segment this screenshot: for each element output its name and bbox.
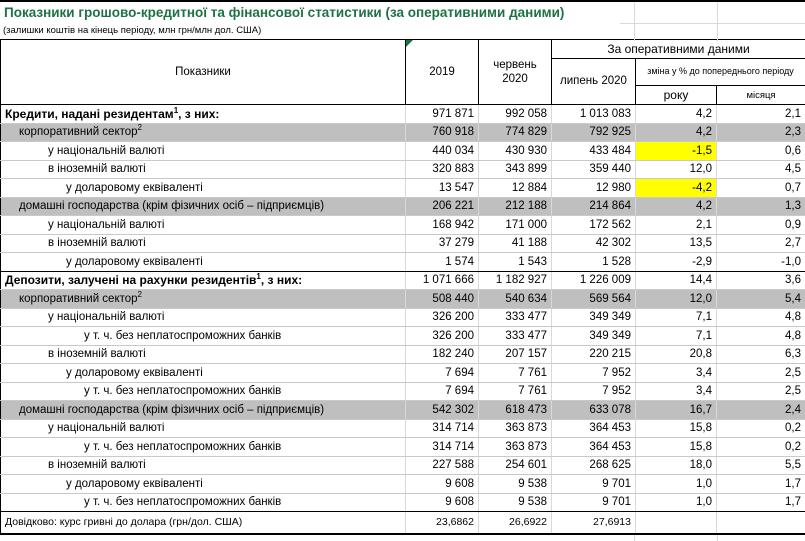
cell-july-2020[interactable]: 569 564 — [552, 290, 636, 309]
cell-june-2020[interactable]: 333 477 — [479, 327, 552, 346]
cell-2019[interactable]: 1 071 666 — [406, 271, 479, 290]
header-change-year[interactable]: року — [636, 86, 717, 105]
cell-change-month[interactable]: 2,4 — [717, 401, 805, 420]
table-row — [1, 105, 805, 124]
row-label-cell[interactable] — [1, 123, 406, 142]
table-body — [1, 105, 805, 534]
cell-change-year[interactable]: 15,8 — [636, 419, 717, 438]
row-label: Кредити, надані резидентам — [5, 107, 174, 121]
cell-july-2020[interactable]: 364 453 — [552, 419, 636, 438]
row-label: Депозити, залучені на рахунки резидентів — [5, 273, 256, 287]
gridline — [717, 2, 718, 41]
cell-july-2020[interactable]: 1 226 009 — [552, 271, 636, 290]
row-label-cell[interactable] — [1, 105, 406, 124]
cell-july-2020[interactable]: 27,6913 — [552, 512, 636, 534]
row-label: у доларовому еквіваленті — [66, 367, 203, 379]
gridline — [634, 2, 635, 41]
cell-change-month[interactable]: 0,7 — [717, 179, 805, 198]
cell-change-month[interactable]: 2,5 — [717, 382, 805, 401]
cell-2019[interactable]: 1 574 — [406, 253, 479, 272]
row-label: у доларовому еквіваленті — [66, 256, 203, 268]
row-label-cell[interactable] — [1, 271, 406, 290]
row-label-cell[interactable] — [1, 512, 406, 534]
gridline — [717, 535, 718, 541]
cell-2019[interactable]: 13 547 — [406, 179, 479, 198]
cell-change-year[interactable]: -1,5 — [636, 142, 717, 161]
cell-change-month[interactable]: 1,3 — [717, 197, 805, 216]
cell-change-month[interactable]: 2,3 — [717, 123, 805, 142]
row-label: в іноземній валюті — [48, 348, 146, 360]
cell-july-2020[interactable]: 364 453 — [552, 438, 636, 457]
row-label: в іноземній валюті — [48, 163, 146, 175]
row-label: у доларовому еквіваленті — [66, 182, 203, 194]
cell-june-2020[interactable]: 7 761 — [479, 364, 552, 383]
table-row — [1, 364, 805, 383]
cell-change-month[interactable]: 2,1 — [717, 105, 805, 124]
table-row — [1, 216, 805, 235]
row-superscript: 1 — [256, 272, 260, 281]
header-2019[interactable] — [406, 40, 479, 105]
table-row — [1, 290, 805, 309]
cell-july-2020[interactable]: 9 701 — [552, 493, 636, 512]
cell-change-month[interactable]: 5,5 — [717, 456, 805, 475]
row-label-cell[interactable] — [1, 142, 406, 161]
statistics-table — [0, 39, 805, 535]
cell-july-2020[interactable]: 214 864 — [552, 197, 636, 216]
row-label-suffix: , з них: — [261, 273, 302, 287]
table-row — [1, 123, 805, 142]
header-july-2020[interactable]: липень 2020 — [552, 59, 636, 105]
cell-2019[interactable]: 314 714 — [406, 438, 479, 457]
cell-july-2020[interactable]: 349 349 — [552, 308, 636, 327]
cell-change-year[interactable]: 20,8 — [636, 345, 717, 364]
cell-july-2020[interactable]: 9 701 — [552, 475, 636, 494]
cell-change-month[interactable] — [717, 512, 805, 534]
row-superscript: 2 — [138, 290, 142, 299]
cell-june-2020[interactable]: 363 873 — [479, 419, 552, 438]
cell-july-2020[interactable]: 268 625 — [552, 456, 636, 475]
table-row — [1, 512, 805, 534]
row-label: у національній валюті — [48, 311, 164, 323]
below-table-area — [0, 535, 805, 541]
cell-june-2020[interactable]: 774 829 — [479, 123, 552, 142]
table-row — [1, 438, 805, 457]
cell-change-month[interactable]: 1,7 — [717, 475, 805, 494]
cell-change-month[interactable]: 6,3 — [717, 345, 805, 364]
row-label: корпоративний сектор — [19, 126, 138, 138]
cell-change-year[interactable]: 7,1 — [636, 327, 717, 346]
row-label-cell[interactable] — [1, 216, 406, 235]
cell-change-year[interactable]: 14,4 — [636, 271, 717, 290]
row-label-cell[interactable] — [1, 475, 406, 494]
cell-change-month[interactable]: 0,6 — [717, 142, 805, 161]
cell-2019[interactable]: 182 240 — [406, 345, 479, 364]
cell-change-year[interactable]: -2,9 — [636, 253, 717, 272]
cell-july-2020[interactable]: 359 440 — [552, 160, 636, 179]
row-label: у національній валюті — [48, 422, 164, 434]
row-label: у т. ч. без неплатоспроможних банків — [84, 330, 281, 342]
row-label-cell[interactable] — [1, 179, 406, 198]
cell-change-month[interactable]: 4,8 — [717, 327, 805, 346]
row-label-cell[interactable] — [1, 401, 406, 420]
cell-change-month[interactable]: 0,2 — [717, 438, 805, 457]
header-operational-data[interactable]: За оперативними даними — [552, 40, 805, 59]
table-row — [1, 179, 805, 198]
cell-change-year[interactable]: 4,2 — [636, 197, 717, 216]
table-row — [1, 308, 805, 327]
cell-2019[interactable]: 168 942 — [406, 216, 479, 235]
cell-change-year[interactable] — [636, 512, 717, 534]
title-area — [0, 0, 805, 39]
row-label-cell[interactable] — [1, 493, 406, 512]
row-label: в іноземній валюті — [48, 237, 146, 249]
cell-july-2020[interactable]: 7 952 — [552, 364, 636, 383]
cell-july-2020[interactable]: 633 078 — [552, 401, 636, 420]
row-label-cell[interactable] — [1, 197, 406, 216]
row-superscript: 1 — [174, 106, 178, 115]
row-label-cell[interactable] — [1, 327, 406, 346]
table-row — [1, 419, 805, 438]
header-indicators[interactable]: Показники — [1, 40, 406, 105]
table-row — [1, 382, 805, 401]
cell-july-2020[interactable]: 12 980 — [552, 179, 636, 198]
cell-change-month[interactable]: 4,8 — [717, 308, 805, 327]
table-row — [1, 456, 805, 475]
row-superscript: 2 — [138, 123, 142, 132]
table-row — [1, 142, 805, 161]
cell-change-year[interactable]: 3,4 — [636, 382, 717, 401]
row-label: домашні господарства (крім фізичних осіб – підприємців) — [19, 404, 324, 416]
cell-change-year[interactable]: 4,2 — [636, 123, 717, 142]
row-label-cell[interactable] — [1, 234, 406, 253]
cell-change-month[interactable]: 3,6 — [717, 271, 805, 290]
header-change-month[interactable]: місяця — [717, 86, 805, 105]
cell-2019[interactable]: 326 200 — [406, 327, 479, 346]
row-label-cell[interactable] — [1, 160, 406, 179]
row-label-cell[interactable] — [1, 438, 406, 457]
table-row — [1, 493, 805, 512]
cell-june-2020[interactable]: 9 538 — [479, 493, 552, 512]
cell-june-2020[interactable]: 212 188 — [479, 197, 552, 216]
row-label: у національній валюті — [48, 145, 164, 157]
cell-2019[interactable]: 9 608 — [406, 475, 479, 494]
row-label: у національній валюті — [48, 219, 164, 231]
cell-2019[interactable]: 314 714 — [406, 419, 479, 438]
row-label: корпоративний сектор — [19, 293, 138, 305]
header-june-2020[interactable]: червень 2020 — [479, 40, 552, 105]
cell-2019[interactable]: 7 694 — [406, 382, 479, 401]
cell-2019[interactable]: 320 883 — [406, 160, 479, 179]
row-label-cell[interactable] — [1, 364, 406, 383]
cell-2019[interactable]: 971 871 — [406, 105, 479, 124]
cell-change-month[interactable]: 0,2 — [717, 419, 805, 438]
cell-2019[interactable]: 9 608 — [406, 493, 479, 512]
cell-2019[interactable]: 440 034 — [406, 142, 479, 161]
cell-2019[interactable]: 542 302 — [406, 401, 479, 420]
row-label-cell[interactable] — [1, 419, 406, 438]
cell-june-2020[interactable]: 171 000 — [479, 216, 552, 235]
cell-change-month[interactable]: -1,0 — [717, 253, 805, 272]
header-change-label[interactable]: зміна у % до попереднього періоду — [636, 59, 805, 86]
cell-june-2020[interactable]: 9 538 — [479, 475, 552, 494]
cell-change-year[interactable]: 12,0 — [636, 160, 717, 179]
cell-june-2020[interactable]: 1 182 927 — [479, 271, 552, 290]
cell-change-month[interactable]: 2,7 — [717, 234, 805, 253]
row-label-cell[interactable] — [1, 308, 406, 327]
cell-change-month[interactable]: 2,5 — [717, 364, 805, 383]
cell-june-2020[interactable]: 41 188 — [479, 234, 552, 253]
cell-change-year[interactable]: 13,5 — [636, 234, 717, 253]
cell-change-year[interactable]: 7,1 — [636, 308, 717, 327]
row-label-suffix: , з них: — [178, 107, 219, 121]
cell-june-2020[interactable]: 540 634 — [479, 290, 552, 309]
cell-2019[interactable]: 508 440 — [406, 290, 479, 309]
cell-july-2020[interactable]: 220 215 — [552, 345, 636, 364]
cell-change-month[interactable]: 4,5 — [717, 160, 805, 179]
cell-june-2020[interactable]: 618 473 — [479, 401, 552, 420]
cell-june-2020[interactable]: 333 477 — [479, 308, 552, 327]
cell-2019[interactable]: 7 694 — [406, 364, 479, 383]
gridline — [634, 535, 635, 541]
page-subtitle: (залишки коштів на кінець періоду, млн грн/млн дол. США) — [3, 25, 261, 36]
cell-june-2020[interactable]: 363 873 — [479, 438, 552, 457]
cell-july-2020[interactable]: 433 484 — [552, 142, 636, 161]
cell-june-2020[interactable]: 430 930 — [479, 142, 552, 161]
table-row — [1, 234, 805, 253]
cell-2019[interactable]: 206 221 — [406, 197, 479, 216]
gridline — [620, 23, 805, 24]
cell-change-year[interactable]: 18,0 — [636, 456, 717, 475]
cell-change-month[interactable]: 5,4 — [717, 290, 805, 309]
cell-july-2020[interactable]: 42 302 — [552, 234, 636, 253]
cell-july-2020[interactable]: 349 349 — [552, 327, 636, 346]
cell-change-year[interactable]: 16,7 — [636, 401, 717, 420]
table-row — [1, 253, 805, 272]
row-label: у доларовому еквіваленті — [66, 478, 203, 490]
cell-june-2020[interactable]: 254 601 — [479, 456, 552, 475]
row-label: домашні господарства (крім фізичних осіб – підприємців) — [19, 200, 324, 212]
table-row — [1, 160, 805, 179]
row-label: у т. ч. без неплатоспроможних банків — [84, 496, 281, 508]
cell-2019[interactable]: 227 588 — [406, 456, 479, 475]
cell-june-2020[interactable]: 343 899 — [479, 160, 552, 179]
cell-change-year[interactable]: 3,4 — [636, 364, 717, 383]
cell-july-2020[interactable]: 7 952 — [552, 382, 636, 401]
cell-june-2020[interactable]: 12 884 — [479, 179, 552, 198]
row-label: у т. ч. без неплатоспроможних банків — [84, 441, 281, 453]
page-title: Показники грошово-кредитної та фінансової статистики (за оперативними даними) — [4, 3, 564, 23]
cell-july-2020[interactable]: 172 562 — [552, 216, 636, 235]
cell-change-month[interactable]: 0,9 — [717, 216, 805, 235]
cell-flag-triangle-icon — [406, 40, 413, 47]
cell-change-year[interactable]: 4,2 — [636, 105, 717, 124]
table-header — [1, 40, 805, 105]
table-row — [1, 197, 805, 216]
cell-2019[interactable]: 760 918 — [406, 123, 479, 142]
cell-july-2020[interactable]: 1 528 — [552, 253, 636, 272]
cell-june-2020[interactable]: 7 761 — [479, 382, 552, 401]
cell-july-2020[interactable]: 1 013 083 — [552, 105, 636, 124]
cell-change-year[interactable]: 12,0 — [636, 290, 717, 309]
table-row — [1, 271, 805, 290]
row-label: у т. ч. без неплатоспроможних банків — [84, 385, 281, 397]
cell-change-year[interactable]: 2,1 — [636, 216, 717, 235]
cell-june-2020[interactable]: 1 543 — [479, 253, 552, 272]
row-label: Довідково: курс гривні до долара (грн/дол. США) — [5, 516, 242, 528]
table-row — [1, 327, 805, 346]
row-label-cell[interactable] — [1, 253, 406, 272]
cell-2019[interactable]: 326 200 — [406, 308, 479, 327]
table-row — [1, 475, 805, 494]
cell-2019[interactable]: 23,6862 — [406, 512, 479, 534]
table-row — [1, 345, 805, 364]
cell-change-year[interactable]: 1,0 — [636, 493, 717, 512]
cell-change-year[interactable]: -4,2 — [636, 179, 717, 198]
cell-change-year[interactable]: 1,0 — [636, 475, 717, 494]
header-2019-label: 2019 — [429, 66, 455, 78]
cell-july-2020[interactable]: 792 925 — [552, 123, 636, 142]
cell-2019[interactable]: 37 279 — [406, 234, 479, 253]
cell-june-2020[interactable]: 26,6922 — [479, 512, 552, 534]
row-label-cell[interactable] — [1, 382, 406, 401]
table-row — [1, 401, 805, 420]
row-label-cell[interactable] — [1, 456, 406, 475]
cell-june-2020[interactable]: 992 058 — [479, 105, 552, 124]
row-label-cell[interactable] — [1, 345, 406, 364]
cell-change-year[interactable]: 15,8 — [636, 438, 717, 457]
cell-june-2020[interactable]: 207 157 — [479, 345, 552, 364]
row-label: в іноземній валюті — [48, 459, 146, 471]
row-label-cell[interactable] — [1, 290, 406, 309]
cell-change-month[interactable]: 1,7 — [717, 493, 805, 512]
